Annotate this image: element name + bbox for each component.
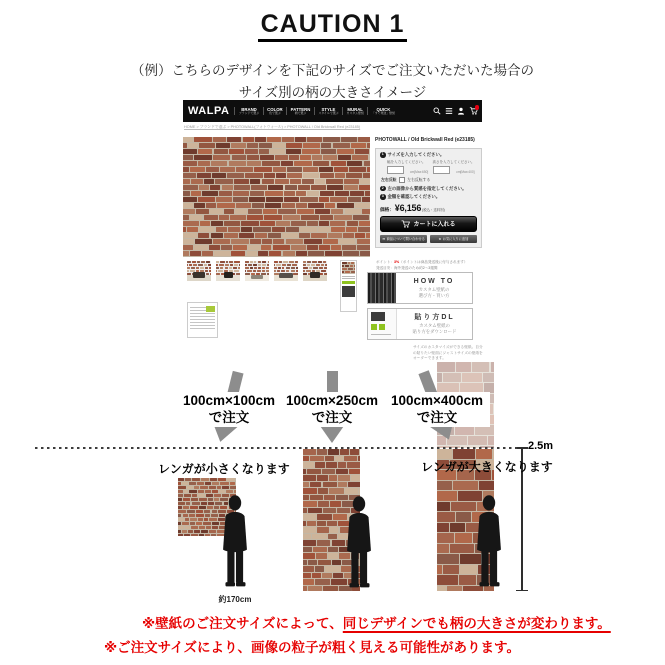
person-silhouette [338,493,380,593]
step-2: 2 左の画像から質感を指定してください。 [381,185,467,191]
ceiling-dashed-line [35,447,517,449]
height-input[interactable] [433,166,450,174]
site-nav [234,104,398,118]
breadcrumb[interactable]: HOME > ブランドで選ぶ > PHOTOWALL(フォトウォール) > PHOTOWALL / Old Brickwall Red (e23185) [184,125,361,129]
person-silhouette [214,492,256,592]
cart-badge [475,105,480,110]
height-unit: cm[Max:400] [456,170,475,174]
sample-request-card[interactable] [340,260,357,312]
width-input[interactable] [387,166,404,174]
cart-button-icon [401,220,410,228]
favorite-button[interactable]: ★ お気に入りに追加 [430,235,477,243]
product-thumbnail[interactable] [303,261,327,281]
width-unit: cm[Max:650] [410,170,429,174]
nav-item-style[interactable]: STYLE スタイルで選ぶ [314,107,342,116]
site-header [183,100,482,122]
size-option-100x400: 100cm×400cm で注文 [384,392,490,427]
person-silhouette [468,492,510,592]
product-photo[interactable] [183,137,370,257]
order-form [375,148,482,248]
point-rate: 3% [393,260,400,264]
order-panel [375,137,483,361]
width-label: 幅を入力してください。 [387,160,426,164]
nav-item-pattern[interactable]: PATTERN 柄で選ぶ [286,107,314,116]
spec-sheet-thumbnail[interactable] [187,302,218,338]
intro-text [0,60,665,105]
intro-line-1: （例）こちらのデザインを下記のサイズでご注文いただいた場合の [131,63,534,78]
product-thumbnail[interactable] [274,261,298,281]
nav-item-brand[interactable]: BRAND ブランドで選ぶ [234,107,262,116]
product-title: PHOTOWALL / Old Brickwall Red (e23185) [375,137,475,143]
download-banner-image [368,309,397,339]
step-3: 3 金額を確認してください。 [381,194,441,199]
wall-height-label: 2.5m [528,440,554,452]
height-label: 高さを入力してください。 [432,160,475,164]
howto-banner-image [368,273,396,303]
header-icons [433,107,477,115]
flip-label: 左右反転 [381,177,397,182]
step-1: 1 サイズを入力してください。 [381,152,445,157]
inquiry-button[interactable]: ✉ 商品について問い合わせる [380,235,427,243]
warning-line-1: ※壁紙のご注文サイズによって、同じデザインでも柄の大きさが変わります。 [142,616,611,631]
search-icon[interactable] [433,107,441,115]
mail-icon: ✉ [382,236,386,241]
product-thumbnail[interactable] [187,261,211,281]
star-icon: ★ [438,236,442,241]
product-thumbnail[interactable] [245,261,269,281]
nav-item-color[interactable]: COLOR 色で選ぶ [263,107,287,116]
step-3-badge: 3 [381,194,384,199]
page-title: CAUTION 1 [0,10,665,39]
price-row [380,203,477,213]
product-thumbnail[interactable] [216,261,240,281]
price-value: ¥6,156 [394,203,422,213]
size-option-100x250: 100cm×250cm で注文 [279,392,385,427]
flip-checkbox[interactable] [399,177,405,183]
cart-icon[interactable] [469,107,477,115]
thumbnail-strip [187,261,327,281]
bricks-smaller-note: レンガが小さくなります [158,462,290,476]
size-option-100x100: 100cm×100cm で注文 [176,392,282,427]
paste-guide-download-banner[interactable]: 貼り方DL カスタム壁紙の 貼り方をダウンロード [367,308,473,340]
nav-item-quick[interactable]: QUICK 「すぐ発送」壁紙 [367,107,398,116]
user-icon[interactable] [457,107,465,115]
price-label: 価格： [380,207,394,212]
custom-size-note: サイズのカスタマイズができる壁紙。自分の貼りたい壁面にジャストサイズの壁紙をオーダーできます。 [413,345,483,361]
bricks-larger-note: レンガが大きくなります [421,460,553,474]
price-note: (税込・送料別) [422,208,445,212]
step-2-badge: 2 [381,185,384,190]
warning-line-2: ※ご注文サイズにより、画像の粒子が粗く見える可能性があります。 [104,640,520,655]
person-height-label: 約170cm [218,595,252,604]
howto-title: HOW TO [413,277,455,285]
nav-item-mural[interactable]: MURAL カスタム壁紙 [342,107,367,116]
download-title: 貼り方DL [414,313,455,321]
add-to-cart-button[interactable]: カートに入れる [380,216,477,232]
step-1-badge: 1 [381,152,384,157]
list-icon[interactable] [445,107,453,115]
panel-notes: ポイント：3%（ポイントは商品発送後に付与されます） 発送目安：海外発送のため約2〜3週間 [376,260,468,270]
shipping-note: 発送目安：海外発送のため約2〜3週間 [376,265,438,270]
walpa-site-screenshot [183,100,482,362]
walpa-logo[interactable]: WALPA [188,105,230,117]
green-button-strip [342,281,355,285]
howto-banner[interactable]: HOW TO カスタム壁紙の 選び方・買い方 [367,272,473,304]
intro-line-2: サイズ別の柄の大きさイメージ [238,85,427,101]
flip-option-label: 左右反転する [407,177,431,182]
